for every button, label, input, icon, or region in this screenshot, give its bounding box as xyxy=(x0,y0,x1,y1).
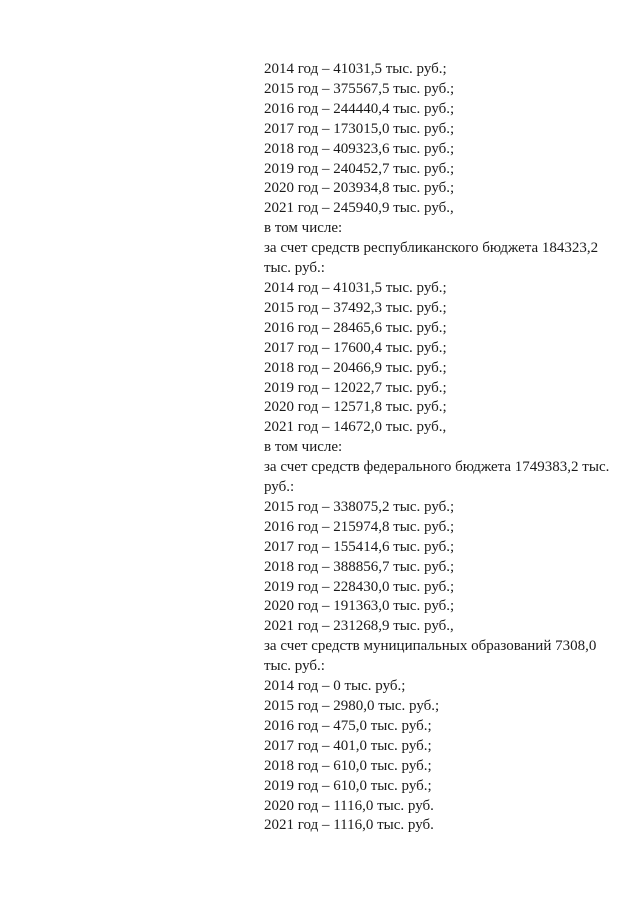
text-line: 2021 год – 14672,0 тыс. руб., xyxy=(264,419,447,436)
text-line: 2018 год – 20466,9 тыс. руб.; xyxy=(264,359,447,376)
text-line: 2020 год – 203934,8 тыс. руб.; xyxy=(264,180,455,197)
text-line: за счет средств муниципальных образований 7308,0 xyxy=(264,638,597,655)
text-line: 2019 год – 610,0 тыс. руб.; xyxy=(264,777,432,794)
text-line: 2019 год – 12022,7 тыс. руб.; xyxy=(264,379,447,396)
text-line: за счет средств республиканского бюджета 184323,2 xyxy=(264,240,599,257)
text-line: 2015 год – 2980,0 тыс. руб.; xyxy=(264,698,440,714)
funding-text-block xyxy=(264,60,610,836)
text-line: в том числе: xyxy=(264,439,343,456)
text-line: 2021 год – 231268,9 тыс. руб., xyxy=(264,618,454,635)
text-line: 2016 год – 28465,6 тыс. руб.; xyxy=(264,319,447,336)
text-line: 2019 год – 240452,7 тыс. руб.; xyxy=(264,160,455,177)
text-line: руб.: xyxy=(264,479,295,496)
text-line: 2021 год – 1116,0 тыс. руб. xyxy=(264,817,434,834)
text-line: 2017 год – 401,0 тыс. руб.; xyxy=(264,737,432,754)
text-line: 2016 год – 244440,4 тыс. руб.; xyxy=(264,100,455,117)
text-line: 2016 год – 215974,8 тыс. руб.; xyxy=(264,518,455,535)
text-line: 2019 год – 228430,0 тыс. руб.; xyxy=(264,578,455,595)
text-line: 2017 год – 173015,0 тыс. руб.; xyxy=(264,120,455,137)
text-line: 2014 год – 41031,5 тыс. руб.; xyxy=(264,61,447,77)
text-line: за счет средств федерального бюджета 1749383,2 тыс. xyxy=(264,459,610,476)
text-line: 2018 год – 610,0 тыс. руб.; xyxy=(264,757,432,774)
text-line: 2018 год – 388856,7 тыс. руб.; xyxy=(264,558,455,575)
text-line: в том числе: xyxy=(264,220,343,237)
text-line: 2020 год – 191363,0 тыс. руб.; xyxy=(264,598,455,615)
text-line: 2015 год – 375567,5 тыс. руб.; xyxy=(264,80,455,97)
text-line: 2017 год – 17600,4 тыс. руб.; xyxy=(264,339,447,356)
text-line: 2015 год – 338075,2 тыс. руб.; xyxy=(264,498,455,515)
text-line: 2016 год – 475,0 тыс. руб.; xyxy=(264,717,432,734)
text-line: 2020 год – 1116,0 тыс. руб. xyxy=(264,797,434,814)
text-line: 2014 год – 41031,5 тыс. руб.; xyxy=(264,279,447,296)
text-line: тыс. руб.: xyxy=(264,658,325,675)
text-line: 2021 год – 245940,9 тыс. руб., xyxy=(264,200,454,217)
text-line: 2018 год – 409323,6 тыс. руб.; xyxy=(264,140,455,157)
text-line: 2020 год – 12571,8 тыс. руб.; xyxy=(264,399,447,416)
text-line: 2015 год – 37492,3 тыс. руб.; xyxy=(264,299,447,316)
text-line: 2014 год – 0 тыс. руб.; xyxy=(264,678,406,695)
text-line: 2017 год – 155414,6 тыс. руб.; xyxy=(264,538,455,555)
text-line: тыс. руб.: xyxy=(264,260,325,277)
